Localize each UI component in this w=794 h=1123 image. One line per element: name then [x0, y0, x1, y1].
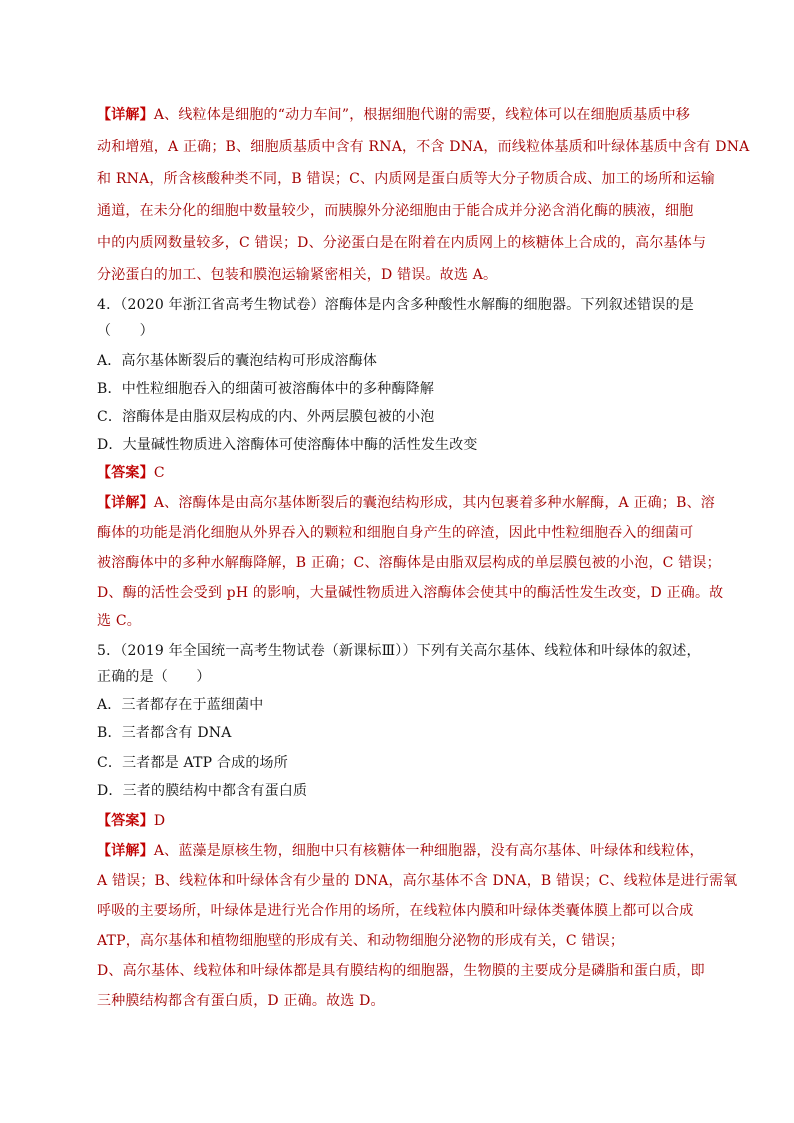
detail-text: A、溶酶体是由高尔基体断裂后的囊泡结构形成，其内包裹着多种水解酶，A 正确；B、溶	[153, 495, 715, 511]
answer-value: C	[153, 465, 165, 481]
question-5-option-a: A．三者都存在于蓝细菌中	[97, 697, 264, 713]
question-4-stem-blank: （ ）	[97, 323, 154, 339]
question-4-answer	[97, 462, 707, 482]
question-4-option-c: C．溶酶体是由脂双层构成的内、外两层膜包被的小泡	[97, 409, 435, 425]
question-4-detail-line: D、酶的活性会受到 pH 的影响，大量碱性物质进入溶酶体会使其中的酶活性发生改变，D 正确。故	[97, 585, 724, 601]
question-5-option-c: C．三者都是 ATP 合成的场所	[97, 755, 288, 771]
question-4-option-b: B．中性粒细胞吞入的细菌可被溶酶体中的多种酶降解	[97, 381, 435, 397]
detail-label: 【详解】	[97, 495, 154, 511]
question-5-answer	[97, 810, 707, 830]
question-5-detail-line: D、高尔基体、线粒体和叶绿体都是具有膜结构的细胞器，生物膜的主要成分是磷脂和蛋白质，即	[97, 963, 705, 979]
answer-value: D	[153, 813, 166, 829]
detail-line: 通道，在未分化的细胞中数量较少，而胰腺外分泌细胞由于能合成并分泌含消化酶的胰液，细胞	[97, 203, 694, 219]
question-4-option-a: A．高尔基体断裂后的囊泡结构可形成溶酶体	[97, 353, 378, 369]
question-5-stem: 5．（2019 年全国统一高考生物试卷（新课标Ⅲ））下列有关高尔基体、线粒体和叶绿体的叙述，	[97, 643, 701, 659]
detail-text: A、蓝藻是原核生物，细胞中只有核糖体一种细胞器，没有高尔基体、叶绿体和线粒体，	[153, 843, 704, 859]
detail-line	[97, 104, 707, 124]
question-4-detail-line: 酶体的功能是消化细胞从外界吞入的颗粒和细胞自身产生的碎渣，因此中性粒细胞吞入的细菌可	[97, 525, 694, 541]
question-4-detail-line: 被溶酶体中的多种水解酶降解，B 正确；C、溶酶体是由脂双层构成的单层膜包被的小泡，C 错误；	[97, 555, 721, 571]
question-5-detail-line: 呼吸的主要场所，叶绿体是进行光合作用的场所，在线粒体内膜和叶绿体类囊体膜上都可以合成	[97, 903, 694, 919]
detail-line: 分泌蛋白的加工、包装和膜泡运输紧密相关，D 错误。故选 A。	[97, 267, 498, 283]
question-5-option-b: B．三者都含有 DNA	[97, 725, 232, 741]
question-5-stem-line2: 正确的是（ ）	[97, 669, 211, 685]
question-4-detail-line: 选 C。	[97, 613, 141, 629]
answer-label: 【答案】	[97, 813, 154, 829]
question-4-detail-line	[97, 492, 715, 512]
detail-text: A、线粒体是细胞的“动力车间”，根据细胞代谢的需要，线粒体可以在细胞质基质中移	[153, 107, 691, 123]
detail-label: 【详解】	[97, 107, 154, 123]
detail-line: 动和增殖，A 正确；B、细胞质基质中含有 RNA，不含 DNA，而线粒体基质和叶绿体基质中含有 DNA	[97, 139, 750, 155]
question-5-detail-line: 三种膜结构都含有蛋白质，D 正确。故选 D。	[97, 993, 385, 1009]
question-5-detail-line	[97, 840, 707, 860]
question-5-option-d: D．三者的膜结构中都含有蛋白质	[97, 783, 308, 799]
question-4-stem: 4．（2020 年浙江省高考生物试卷）溶酶体是内含多种酸性水解酶的细胞器。下列叙述错误的是	[97, 297, 694, 313]
detail-line: 和 RNA，所含核酸种类不同，B 错误；C、内质网是蛋白质等大分子物质合成、加工的场所和运输	[97, 171, 715, 187]
question-5-detail-line: ATP，高尔基体和植物细胞壁的形成有关、和动物细胞分泌物的形成有关，C 错误；	[97, 933, 625, 949]
detail-label: 【详解】	[97, 843, 154, 859]
detail-line: 中的内质网数量较多，C 错误；D、分泌蛋白是在附着在内质网上的核糖体上合成的，高尔基体与	[97, 235, 707, 251]
question-4-option-d: D．大量碱性物质进入溶酶体可使溶酶体中酶的活性发生改变	[97, 437, 478, 453]
question-5-detail-line: A 错误；B、线粒体和叶绿体含有少量的 DNA，高尔基体不含 DNA，B 错误；C、线粒体是进行需氧	[97, 873, 738, 889]
answer-label: 【答案】	[97, 465, 154, 481]
